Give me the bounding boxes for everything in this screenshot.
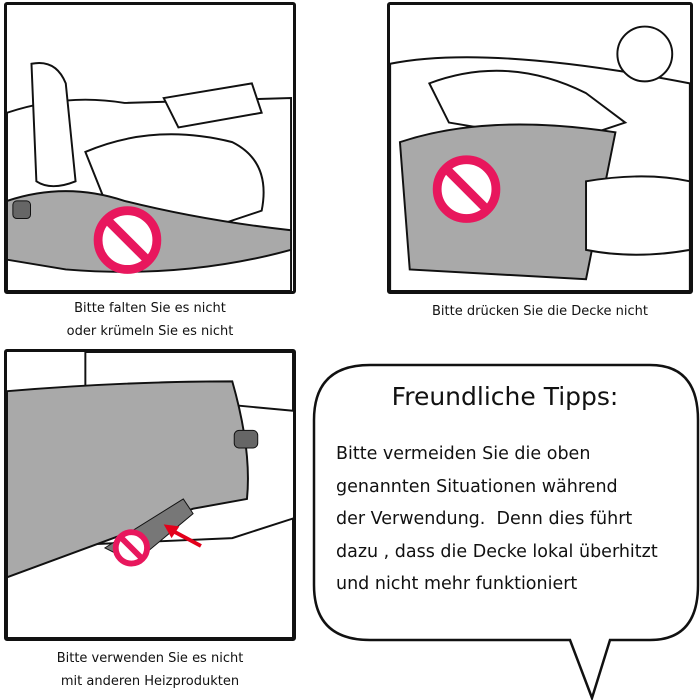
caption-line: mit anderen Heizprodukten: [60, 674, 240, 689]
caption-line: Bitte drücken Sie die Decke nicht: [432, 304, 648, 319]
tips-line: Bitte vermeiden Sie die oben: [336, 444, 591, 464]
tips-line: dazu , dass die Decke lokal überhitzt: [336, 541, 658, 562]
caption-line: Bitte falten Sie es nicht: [74, 301, 226, 316]
tips-line: und nicht mehr funktioniert: [336, 574, 578, 594]
tips-line: der Verwendung. Denn dies führt: [336, 509, 633, 529]
caption-line: Bitte verwenden Sie es nicht: [56, 651, 244, 666]
tips-title: Freundliche Tipps:: [391, 382, 619, 411]
tips-line: genannten Situationen während: [336, 476, 618, 497]
tips-body: [336, 438, 696, 601]
caption-line: oder krümeln Sie es nicht: [66, 324, 234, 339]
